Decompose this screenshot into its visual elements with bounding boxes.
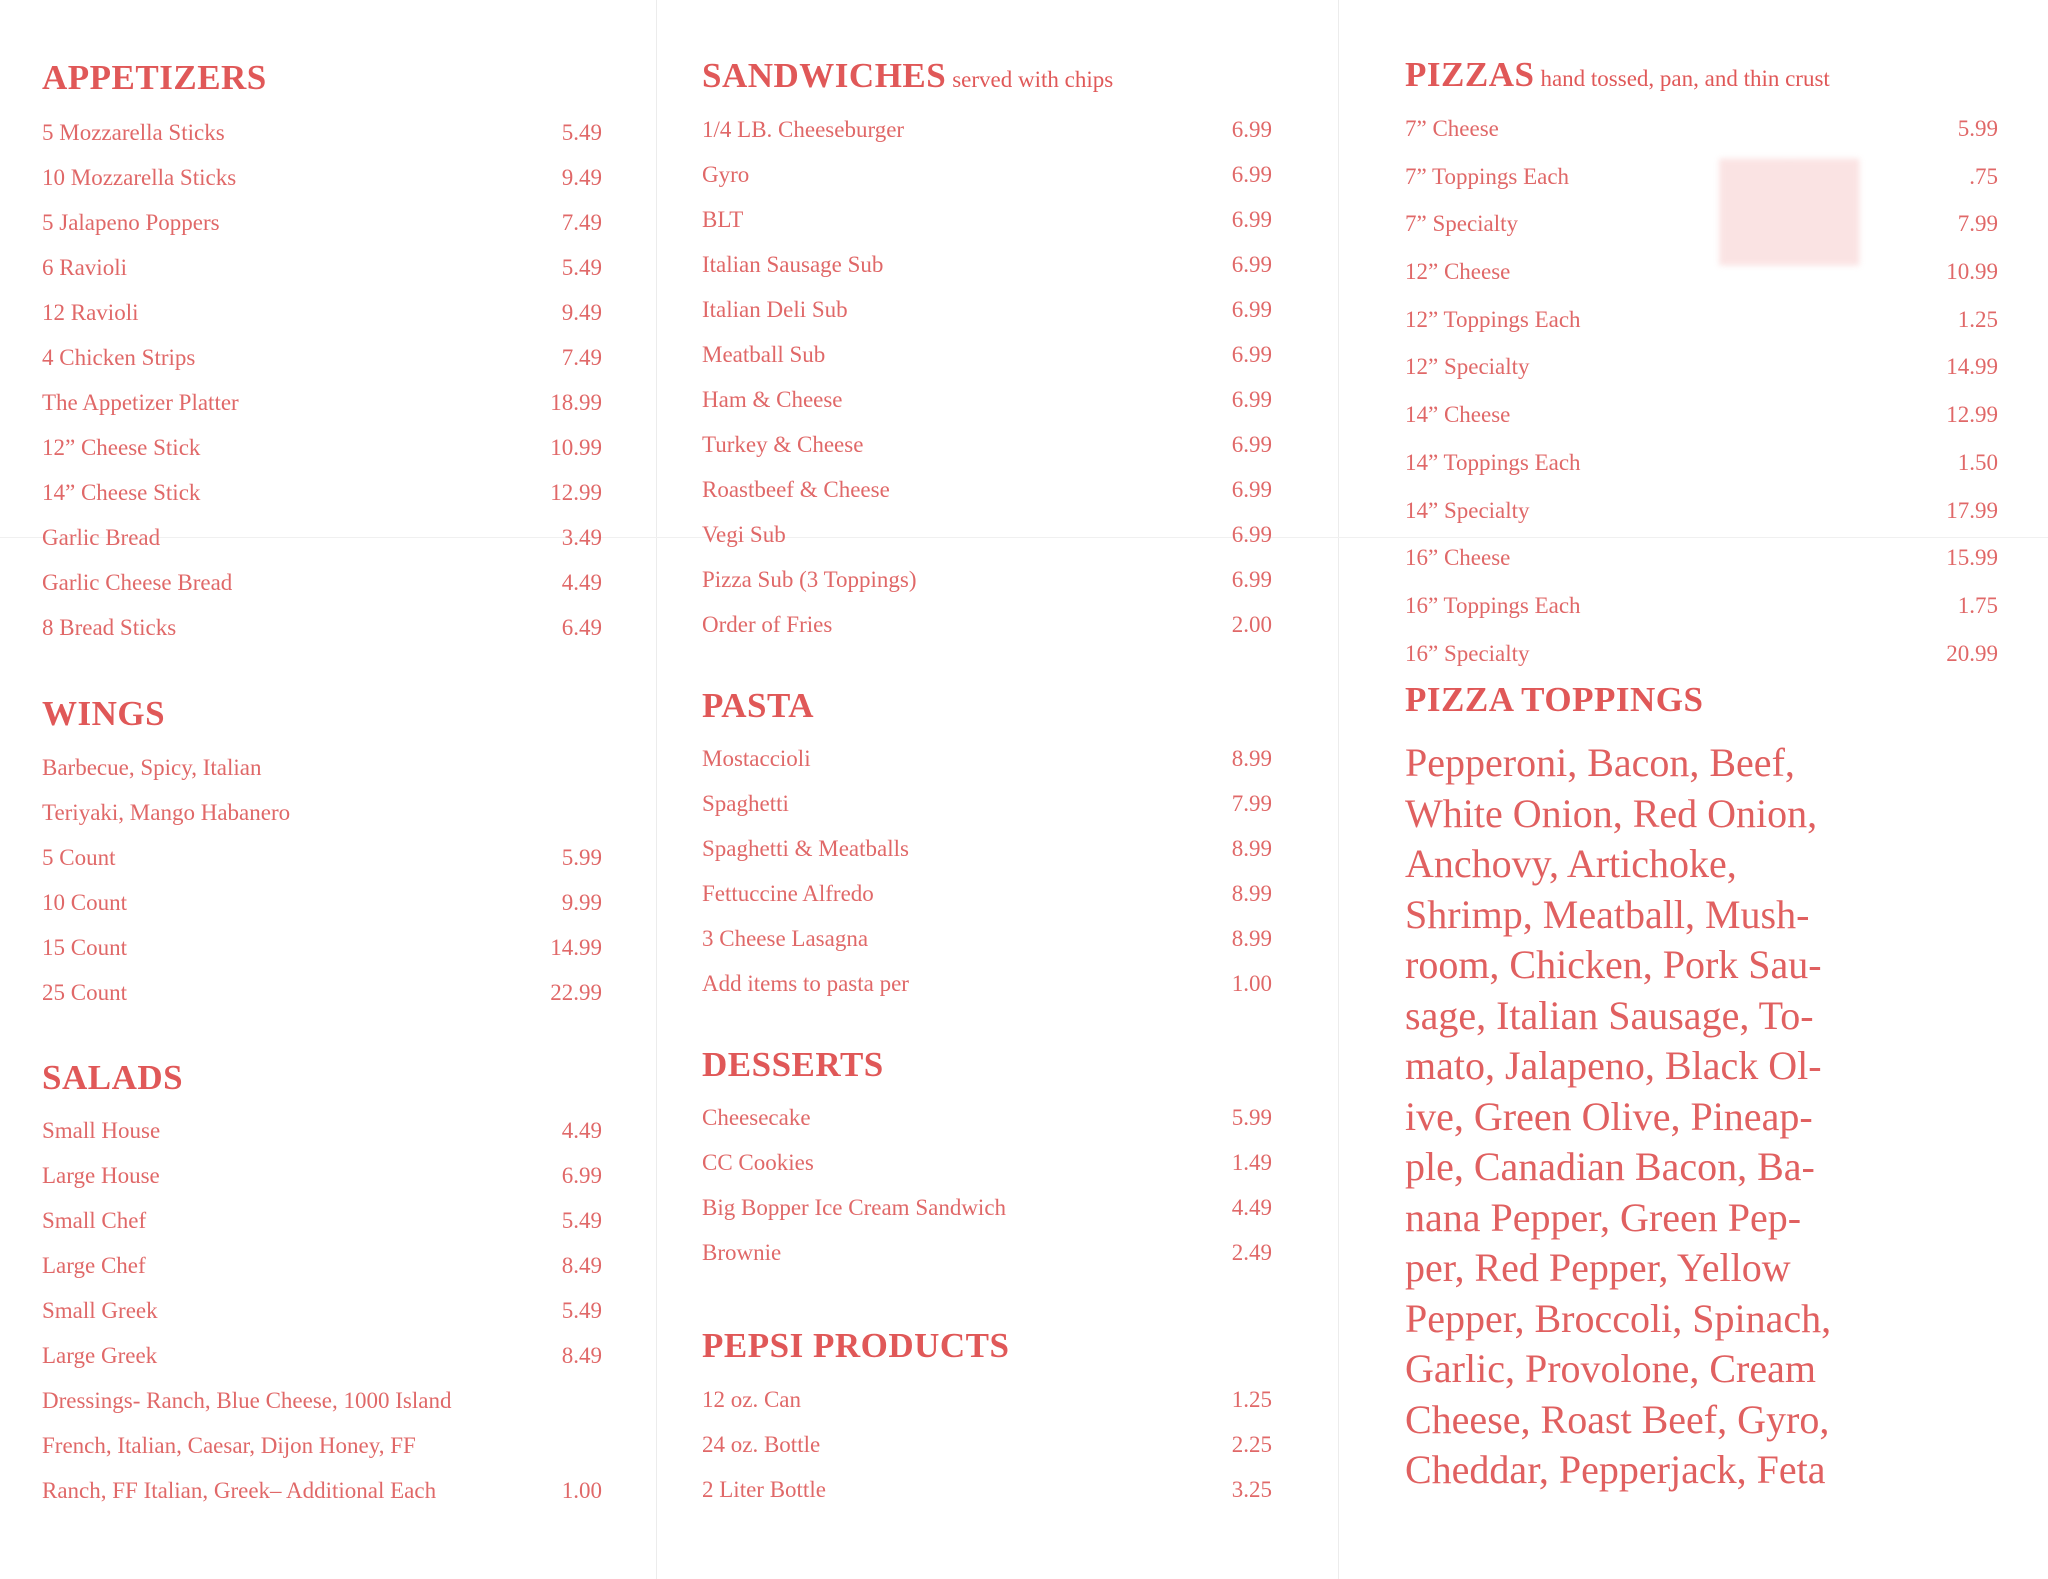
item-name: Pizza Sub (3 Toppings) <box>702 567 917 592</box>
item-price: 6.99 <box>1231 387 1272 412</box>
menu-item <box>1405 105 1998 153</box>
item-price: 8.49 <box>561 1253 602 1278</box>
menu-item <box>702 197 1272 242</box>
item-name: 10 Mozzarella Sticks <box>42 165 237 190</box>
item-price: 4.49 <box>1231 1195 1272 1220</box>
item-price: 1.25 <box>1957 306 1998 332</box>
item-price: 2.49 <box>1231 1240 1272 1265</box>
item-name: Ham & Cheese <box>702 387 843 412</box>
appetizers-list <box>42 110 602 650</box>
wings-heading: WINGS <box>42 694 166 733</box>
bleed-through-mark: ██ <box>1720 160 1859 265</box>
item-price: 5.49 <box>561 1298 602 1323</box>
menu-item <box>702 557 1272 602</box>
item-name: 10 Count <box>42 890 127 915</box>
item-price: 17.99 <box>1946 497 1998 523</box>
item-name: Small House <box>42 1118 161 1143</box>
pizzas-subtitle: hand tossed, pan, and thin crust <box>1540 66 1830 91</box>
item-name: Barbecue, Spicy, Italian <box>42 755 262 780</box>
menu-item <box>42 560 602 605</box>
toppings-line: nana Pepper, Green Pep- <box>1405 1194 1802 1240</box>
menu-item <box>42 1423 602 1468</box>
item-price: 7.49 <box>561 345 602 370</box>
pepsi-heading: PEPSI PRODUCTS <box>702 1326 1010 1365</box>
toppings-line: per, Red Pepper, Yellow <box>1405 1245 1791 1290</box>
item-price: 2.25 <box>1231 1432 1272 1457</box>
item-name: Dressings- Ranch, Blue Cheese, 1000 Island <box>42 1388 452 1413</box>
item-name: Roastbeef & Cheese <box>702 477 890 502</box>
menu-item <box>42 515 602 560</box>
toppings-line: ive, Green Olive, Pineap- <box>1405 1093 1813 1139</box>
toppings-line: White Onion, Red Onion, <box>1405 790 1818 836</box>
item-price: 6.99 <box>1231 342 1272 367</box>
menu-item <box>42 1198 602 1243</box>
menu-item <box>1405 248 1998 296</box>
item-name: 12” Toppings Each <box>1405 306 1581 332</box>
menu-item <box>702 1467 1272 1512</box>
item-price: 8.99 <box>1231 926 1272 951</box>
item-price: 5.99 <box>561 845 602 870</box>
menu-item <box>1405 439 1998 487</box>
item-price: 9.99 <box>561 890 602 915</box>
menu-item <box>1405 391 1998 439</box>
item-name: 12 Ravioli <box>42 300 139 325</box>
item-name: Spaghetti <box>702 791 789 816</box>
fold-line-left <box>656 0 657 1579</box>
toppings-line: Cheese, Roast Beef, Gyro, <box>1405 1396 1830 1442</box>
item-name: 7” Specialty <box>1405 211 1519 237</box>
menu-item <box>702 916 1272 961</box>
menu-item <box>702 961 1272 1006</box>
item-price: .75 <box>1969 163 1998 189</box>
item-price: 20.99 <box>1946 640 1998 666</box>
item-price: 18.99 <box>550 390 602 415</box>
item-name: 12” Specialty <box>1405 354 1530 380</box>
desserts-list <box>702 1095 1272 1275</box>
menu-item <box>1405 200 1998 248</box>
fold-line-right <box>1338 0 1339 1579</box>
menu-item <box>42 155 602 200</box>
item-name: 14” Cheese <box>1405 402 1511 428</box>
salads-list <box>42 1108 602 1513</box>
menu-item <box>702 242 1272 287</box>
toppings-line: Shrimp, Meatball, Mush- <box>1405 891 1810 937</box>
item-name: 1/4 LB. Cheeseburger <box>702 117 905 142</box>
item-name: 7” Toppings Each <box>1405 163 1570 189</box>
sandwiches-heading <box>702 56 1113 96</box>
item-name: 12 oz. Can <box>702 1387 802 1412</box>
pizza-toppings-heading: PIZZA TOPPINGS <box>1405 680 1704 719</box>
item-price: 6.99 <box>1231 252 1272 277</box>
menu-item <box>42 200 602 245</box>
item-price: 3.49 <box>561 525 602 550</box>
item-price: 5.49 <box>561 255 602 280</box>
item-name: 16” Cheese <box>1405 545 1511 571</box>
item-name: Large House <box>42 1163 160 1188</box>
item-name: Teriyaki, Mango Habanero <box>42 800 291 825</box>
menu-item <box>702 332 1272 377</box>
item-name: Order of Fries <box>702 612 833 637</box>
item-name: Small Greek <box>42 1298 158 1323</box>
item-name: 6 Ravioli <box>42 255 127 280</box>
item-price: 12.99 <box>550 480 602 505</box>
menu-item <box>42 1468 602 1513</box>
item-price: 8.99 <box>1231 836 1272 861</box>
item-name: French, Italian, Caesar, Dijon Honey, FF <box>42 1433 416 1458</box>
menu-item <box>42 1378 602 1423</box>
item-price: 6.99 <box>1231 117 1272 142</box>
toppings-line: sage, Italian Sausage, To- <box>1405 992 1814 1038</box>
toppings-line: Pepperoni, Bacon, Beef, <box>1405 740 1795 785</box>
menu-item <box>702 107 1272 152</box>
menu-item <box>702 152 1272 197</box>
menu-item <box>42 970 602 1015</box>
item-price: 12.99 <box>1946 402 1998 428</box>
item-name: Mostaccioli <box>702 746 811 771</box>
pasta-heading: PASTA <box>702 686 815 725</box>
item-price: 1.00 <box>1231 971 1272 996</box>
menu-item <box>702 1422 1272 1467</box>
item-price: 10.99 <box>1946 259 1998 285</box>
menu-item <box>42 925 602 970</box>
item-name: 15 Count <box>42 935 127 960</box>
item-price: 4.49 <box>561 570 602 595</box>
item-name: Gyro <box>702 162 750 187</box>
sandwiches-list <box>702 107 1272 647</box>
pasta-list <box>702 736 1272 1006</box>
menu-item <box>42 425 602 470</box>
item-name: 24 oz. Bottle <box>702 1432 821 1457</box>
item-price: 2.00 <box>1231 612 1272 637</box>
item-name: 2 Liter Bottle <box>702 1477 826 1502</box>
item-price: 8.49 <box>561 1343 602 1368</box>
toppings-line: mato, Jalapeno, Black Ol- <box>1405 1043 1822 1088</box>
item-price: 5.49 <box>561 1208 602 1233</box>
item-price: 9.49 <box>561 165 602 190</box>
menu-item <box>702 1185 1272 1230</box>
item-name: Vegi Sub <box>702 522 786 547</box>
item-name: Turkey & Cheese <box>702 432 864 457</box>
item-price: 6.99 <box>1231 567 1272 592</box>
pizzas-heading <box>1405 55 1830 95</box>
menu-item <box>42 335 602 380</box>
item-name: 5 Count <box>42 845 116 870</box>
item-price: 22.99 <box>550 980 602 1005</box>
item-name: Add items to pasta per <box>702 971 909 996</box>
item-name: 12” Cheese Stick <box>42 435 201 460</box>
item-name: Big Bopper Ice Cream Sandwich <box>702 1195 1007 1220</box>
item-name: Large Greek <box>42 1343 158 1368</box>
menu-item <box>702 1377 1272 1422</box>
menu-item <box>42 1153 602 1198</box>
item-price: 1.75 <box>1957 592 1998 618</box>
item-price: 8.99 <box>1231 746 1272 771</box>
menu-item <box>42 835 602 880</box>
item-price: 5.99 <box>1957 116 1998 141</box>
item-price: 4.49 <box>561 1118 602 1143</box>
item-name: Italian Deli Sub <box>702 297 848 322</box>
menu-item <box>702 602 1272 647</box>
menu-item <box>1405 153 1998 201</box>
item-name: Italian Sausage Sub <box>702 252 884 277</box>
menu-item <box>42 110 602 155</box>
item-name: BLT <box>702 207 744 232</box>
item-name: 4 Chicken Strips <box>42 345 196 370</box>
item-price: 6.99 <box>1231 207 1272 232</box>
toppings-line: Garlic, Provolone, Cream <box>1405 1346 1816 1391</box>
item-price: 1.25 <box>1231 1387 1272 1412</box>
menu-item <box>702 1140 1272 1185</box>
item-price: 7.49 <box>561 210 602 235</box>
menu-item <box>702 1230 1272 1275</box>
menu-item <box>42 745 602 790</box>
toppings-line: room, Chicken, Pork Sau- <box>1405 942 1822 987</box>
menu-item <box>1405 487 1998 535</box>
item-name: Fettuccine Alfredo <box>702 881 874 906</box>
item-price: 15.99 <box>1946 545 1998 571</box>
pizzas-title: PIZZAS <box>1405 55 1535 94</box>
item-name: 8 Bread Sticks <box>42 615 177 640</box>
toppings-line: Anchovy, Artichoke, <box>1405 841 1737 886</box>
item-price: 6.99 <box>1231 297 1272 322</box>
sandwiches-title: SANDWICHES <box>702 56 947 95</box>
item-price: 5.49 <box>561 120 602 145</box>
item-name: Brownie <box>702 1240 782 1265</box>
pizzas-list <box>1405 105 1998 677</box>
menu-item <box>42 605 602 650</box>
item-name: Meatball Sub <box>702 342 826 367</box>
item-name: The Appetizer Platter <box>42 390 239 415</box>
menu-item <box>702 377 1272 422</box>
menu-item <box>1405 296 1998 344</box>
item-price: 14.99 <box>550 935 602 960</box>
item-name: Large Chef <box>42 1253 146 1278</box>
item-price: 6.99 <box>1231 522 1272 547</box>
menu-item <box>42 1333 602 1378</box>
item-name: 5 Jalapeno Poppers <box>42 210 220 235</box>
menu-item <box>42 380 602 425</box>
menu-item <box>702 781 1272 826</box>
menu-item <box>702 826 1272 871</box>
menu-item <box>42 245 602 290</box>
item-name: Ranch, FF Italian, Greek– Additional Each <box>42 1478 437 1503</box>
item-name: 12” Cheese <box>1405 259 1511 285</box>
item-name: 14” Cheese Stick <box>42 480 201 505</box>
item-price: 8.99 <box>1231 881 1272 906</box>
item-name: Garlic Bread <box>42 525 161 550</box>
item-price: 6.99 <box>561 1163 602 1188</box>
toppings-line: Pepper, Broccoli, Spinach, <box>1405 1295 1832 1341</box>
item-name: 16” Toppings Each <box>1405 592 1581 618</box>
item-price: 6.99 <box>1231 477 1272 502</box>
item-price: 7.99 <box>1231 791 1272 816</box>
item-price: 6.49 <box>561 615 602 640</box>
item-name: Cheesecake <box>702 1105 811 1130</box>
item-name: 16” Specialty <box>1405 640 1530 666</box>
item-price: 10.99 <box>550 435 602 460</box>
item-name: 7” Cheese <box>1405 116 1499 141</box>
item-name: 5 Mozzarella Sticks <box>42 120 225 145</box>
menu-item <box>702 422 1272 467</box>
item-name: Small Chef <box>42 1208 147 1233</box>
menu-item <box>42 790 602 835</box>
menu-item <box>42 880 602 925</box>
item-price: 9.49 <box>561 300 602 325</box>
menu-item <box>1405 630 1998 678</box>
pepsi-list <box>702 1377 1272 1512</box>
menu-item <box>42 1288 602 1333</box>
wings-list <box>42 745 602 1015</box>
menu-item <box>702 512 1272 557</box>
menu-item <box>1405 534 1998 582</box>
menu-item <box>1405 343 1998 391</box>
menu-item <box>702 871 1272 916</box>
item-name: Garlic Cheese Bread <box>42 570 233 595</box>
salads-heading: SALADS <box>42 1058 184 1097</box>
desserts-heading: DESSERTS <box>702 1045 884 1084</box>
menu-item <box>702 1095 1272 1140</box>
menu-item <box>42 470 602 515</box>
item-price: 1.49 <box>1231 1150 1272 1175</box>
menu-item <box>702 736 1272 781</box>
item-name: CC Cookies <box>702 1150 814 1175</box>
item-price: 1.50 <box>1957 449 1998 475</box>
pizza-toppings-list <box>1405 738 2005 1496</box>
menu-item <box>702 287 1272 332</box>
menu-item <box>42 1108 602 1153</box>
item-name: 3 Cheese Lasagna <box>702 926 869 951</box>
sandwiches-subtitle: served with chips <box>952 67 1114 92</box>
item-price: 6.99 <box>1231 432 1272 457</box>
menu-item <box>1405 582 1998 630</box>
item-name: 14” Specialty <box>1405 497 1530 523</box>
menu-item <box>42 290 602 335</box>
menu-item <box>702 467 1272 512</box>
toppings-line: ple, Canadian Bacon, Ba- <box>1405 1144 1815 1189</box>
toppings-line: Cheddar, Pepperjack, Feta <box>1405 1447 1826 1492</box>
item-price: 7.99 <box>1957 211 1998 237</box>
item-price: 14.99 <box>1946 354 1998 380</box>
item-price: 6.99 <box>1231 162 1272 187</box>
item-name: 14” Toppings Each <box>1405 449 1581 475</box>
item-price: 3.25 <box>1231 1477 1272 1502</box>
item-name: 25 Count <box>42 980 127 1005</box>
appetizers-heading: APPETIZERS <box>42 58 267 97</box>
item-price: 5.99 <box>1231 1105 1272 1130</box>
item-price: 1.00 <box>561 1478 602 1503</box>
menu-item <box>42 1243 602 1288</box>
item-name: Spaghetti & Meatballs <box>702 836 909 861</box>
